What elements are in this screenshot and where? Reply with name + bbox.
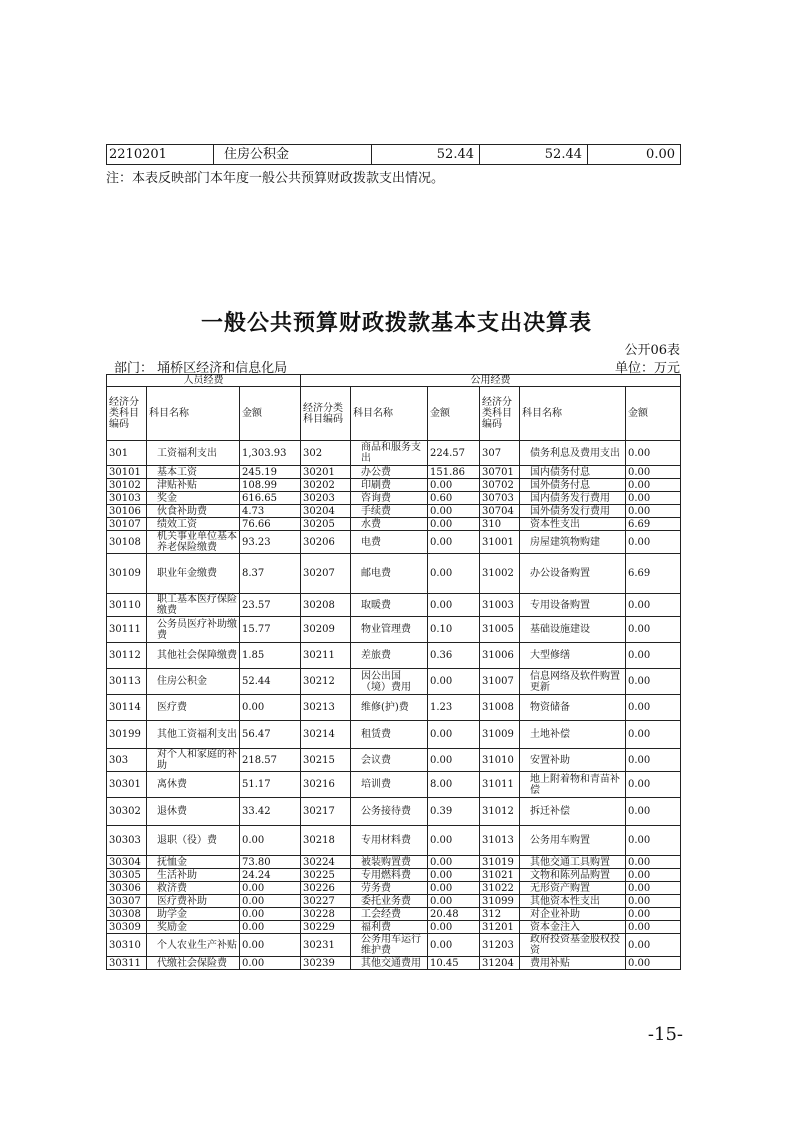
header-name: 科目名称 — [147, 387, 240, 441]
header-amount: 金额 — [626, 387, 681, 441]
cell-amount: 218.57 — [240, 749, 301, 772]
cell-amount: 0.00 — [626, 826, 681, 856]
cell-name: 工会经费 — [351, 908, 428, 921]
cell-code: 30208 — [301, 594, 351, 617]
cell-name: 住房公积金 — [147, 669, 240, 695]
cell-code: 30212 — [301, 669, 351, 695]
cell-amount: 0.00 — [626, 798, 681, 826]
cell-amount: 0.00 — [428, 895, 480, 908]
cell-amount: 0.00 — [626, 466, 681, 479]
cell-amount: 0.00 — [428, 869, 480, 882]
table-row — [107, 895, 681, 908]
cell-amount: 0.00 — [626, 869, 681, 882]
cell-name: 奖励金 — [147, 921, 240, 934]
cell-name: 伙食补助费 — [147, 505, 240, 518]
table-row — [107, 466, 681, 479]
cell-amount: 0.39 — [428, 798, 480, 826]
cell-amount: 0.00 — [626, 492, 681, 505]
cell-name: 个人农业生产补贴 — [147, 934, 240, 957]
cell-name: 债务利息及费用支出 — [520, 441, 626, 466]
cell-amount: 0.00 — [240, 908, 301, 921]
cell-amount: 0.00 — [626, 772, 681, 798]
cell-name: 委托业务费 — [351, 895, 428, 908]
cell-code: 30301 — [107, 772, 147, 798]
table-row — [107, 505, 681, 518]
cell-name: 国外债务发行费用 — [520, 505, 626, 518]
table-row — [107, 908, 681, 921]
cell-code: 30239 — [301, 957, 351, 970]
cell-name: 物业管理费 — [351, 617, 428, 643]
cell-amount: 0.00 — [428, 882, 480, 895]
cell-name: 信息网络及软件购置更新 — [520, 669, 626, 695]
cell-code: 31011 — [480, 772, 520, 798]
cell-amount: 0.00 — [240, 957, 301, 970]
cell-code: 30111 — [107, 617, 147, 643]
table-row — [107, 772, 681, 798]
cell-name: 救济费 — [147, 882, 240, 895]
cell-name: 拆迁补偿 — [520, 798, 626, 826]
cell-name: 专用材料费 — [351, 826, 428, 856]
header-code: 经济分类科目编码 — [301, 387, 351, 441]
top-table — [106, 144, 681, 165]
table-row — [107, 856, 681, 869]
cell-name: 商品和服务支出 — [351, 441, 428, 466]
cell-name: 安置补助 — [520, 749, 626, 772]
cell-code: 30213 — [301, 695, 351, 721]
table-row — [107, 643, 681, 669]
cell-code: 31009 — [480, 721, 520, 749]
cell-name: 医疗费补助 — [147, 895, 240, 908]
cell-code: 30311 — [107, 957, 147, 970]
table-row — [107, 594, 681, 617]
cell-code: 31019 — [480, 856, 520, 869]
cell-amount: 0.00 — [626, 531, 681, 554]
cell-amount: 0.00 — [428, 934, 480, 957]
cell-code: 31203 — [480, 934, 520, 957]
cell-amount: 0.00 — [428, 594, 480, 617]
cell-name: 培训费 — [351, 772, 428, 798]
cell-amount: 4.73 — [240, 505, 301, 518]
header-amount: 金额 — [428, 387, 480, 441]
cell-amount: 10.45 — [428, 957, 480, 970]
cell-amount: 0.00 — [240, 695, 301, 721]
cell-code: 30113 — [107, 669, 147, 695]
cell-code: 31022 — [480, 882, 520, 895]
cell-code: 31204 — [480, 957, 520, 970]
cell-name: 基础设施建设 — [520, 617, 626, 643]
cell-amount: 0.00 — [626, 749, 681, 772]
cell-name: 抚恤金 — [147, 856, 240, 869]
cell-name: 无形资产购置 — [520, 882, 626, 895]
table-row — [107, 669, 681, 695]
cell-code: 30112 — [107, 643, 147, 669]
table-id: 公开06表 — [624, 343, 680, 358]
cell-value: 0.00 — [588, 145, 681, 165]
table-row — [107, 492, 681, 505]
table-row — [107, 934, 681, 957]
table-row — [107, 617, 681, 643]
cell-code: 30205 — [301, 518, 351, 531]
cell-code: 30103 — [107, 492, 147, 505]
header-code: 经济分类科目编码 — [107, 387, 147, 441]
cell-code: 31007 — [480, 669, 520, 695]
cell-amount: 24.24 — [240, 869, 301, 882]
cell-amount: 0.00 — [240, 921, 301, 934]
cell-amount: 0.00 — [428, 669, 480, 695]
cell-name: 租赁费 — [351, 721, 428, 749]
cell-amount: 1.23 — [428, 695, 480, 721]
cell-amount: 0.00 — [626, 921, 681, 934]
cell-code: 30304 — [107, 856, 147, 869]
cell-code: 312 — [480, 908, 520, 921]
cell-amount: 0.00 — [428, 479, 480, 492]
cell-code: 30202 — [301, 479, 351, 492]
cell-code: 2210201 — [107, 145, 214, 165]
cell-name: 专用设备购置 — [520, 594, 626, 617]
cell-amount: 0.00 — [626, 695, 681, 721]
cell-name: 咨询费 — [351, 492, 428, 505]
header-code: 经济分类科目编码 — [480, 387, 520, 441]
cell-code: 30308 — [107, 908, 147, 921]
cell-name: 办公费 — [351, 466, 428, 479]
cell-code: 301 — [107, 441, 147, 466]
group-personnel: 人员经费 — [107, 375, 301, 387]
cell-code: 307 — [480, 441, 520, 466]
cell-name: 职业年金缴费 — [147, 554, 240, 594]
cell-code: 30114 — [107, 695, 147, 721]
cell-name: 手续费 — [351, 505, 428, 518]
cell-amount: 20.48 — [428, 908, 480, 921]
cell-name: 大型修缮 — [520, 643, 626, 669]
cell-amount: 8.00 — [428, 772, 480, 798]
table-row — [107, 957, 681, 970]
cell-name: 费用补贴 — [520, 957, 626, 970]
table-row — [107, 921, 681, 934]
cell-code: 30228 — [301, 908, 351, 921]
cell-name: 助学金 — [147, 908, 240, 921]
cell-name: 公务用车购置 — [520, 826, 626, 856]
table-row — [107, 479, 681, 492]
cell-code: 30701 — [480, 466, 520, 479]
cell-name: 其他工资福利支出 — [147, 721, 240, 749]
cell-code: 30227 — [301, 895, 351, 908]
cell-amount: 0.10 — [428, 617, 480, 643]
cell-code: 30207 — [301, 554, 351, 594]
cell-name: 差旅费 — [351, 643, 428, 669]
cell-code: 30110 — [107, 594, 147, 617]
cell-code: 30215 — [301, 749, 351, 772]
table-row — [107, 882, 681, 895]
cell-amount: 0.00 — [626, 479, 681, 492]
cell-code: 31201 — [480, 921, 520, 934]
cell-name: 国内债务发行费用 — [520, 492, 626, 505]
cell-name: 代缴社会保险费 — [147, 957, 240, 970]
cell-amount: 0.00 — [428, 721, 480, 749]
cell-amount: 151.86 — [428, 466, 480, 479]
cell-name: 其他交通费用 — [351, 957, 428, 970]
cell-code: 31002 — [480, 554, 520, 594]
cell-name: 医疗费 — [147, 695, 240, 721]
header-amount: 金额 — [240, 387, 301, 441]
table-row — [107, 798, 681, 826]
table-row — [107, 531, 681, 554]
cell-amount: 0.00 — [626, 594, 681, 617]
cell-name: 资本金注入 — [520, 921, 626, 934]
cell-code: 30102 — [107, 479, 147, 492]
cell-code: 31005 — [480, 617, 520, 643]
cell-amount: 108.99 — [240, 479, 301, 492]
cell-amount: 0.00 — [626, 957, 681, 970]
cell-code: 30107 — [107, 518, 147, 531]
cell-amount: 0.00 — [428, 826, 480, 856]
cell-code: 30203 — [301, 492, 351, 505]
cell-amount: 15.77 — [240, 617, 301, 643]
page-number: -15- — [647, 1024, 683, 1045]
cell-code: 30211 — [301, 643, 351, 669]
cell-name: 办公设备购置 — [520, 554, 626, 594]
cell-amount: 0.00 — [428, 749, 480, 772]
cell-name: 住房公积金 — [214, 145, 372, 165]
cell-code: 30225 — [301, 869, 351, 882]
cell-name: 国内债务付息 — [520, 466, 626, 479]
cell-amount: 0.60 — [428, 492, 480, 505]
cell-amount: 0.36 — [428, 643, 480, 669]
cell-amount: 0.00 — [626, 934, 681, 957]
cell-code: 30101 — [107, 466, 147, 479]
cell-name: 被装购置费 — [351, 856, 428, 869]
expenditure-table — [106, 374, 681, 970]
cell-code: 30109 — [107, 554, 147, 594]
cell-code: 30305 — [107, 869, 147, 882]
cell-code: 30206 — [301, 531, 351, 554]
cell-amount: 0.00 — [626, 617, 681, 643]
table-row — [107, 721, 681, 749]
cell-name: 专用燃料费 — [351, 869, 428, 882]
cell-amount: 0.00 — [240, 882, 301, 895]
table-note: 注：本表反映部门本年度一般公共预算财政拨款支出情况。 — [106, 171, 445, 186]
cell-code: 30703 — [480, 492, 520, 505]
cell-amount: 0.00 — [428, 531, 480, 554]
cell-name: 工资福利支出 — [147, 441, 240, 466]
cell-name: 会议费 — [351, 749, 428, 772]
cell-code: 30306 — [107, 882, 147, 895]
cell-code: 30218 — [301, 826, 351, 856]
cell-code: 31013 — [480, 826, 520, 856]
cell-amount: 245.19 — [240, 466, 301, 479]
cell-amount: 0.00 — [240, 826, 301, 856]
cell-code: 30231 — [301, 934, 351, 957]
cell-amount: 73.80 — [240, 856, 301, 869]
cell-amount: 52.44 — [240, 669, 301, 695]
cell-name: 土地补偿 — [520, 721, 626, 749]
cell-amount: 0.00 — [626, 882, 681, 895]
cell-code: 30226 — [301, 882, 351, 895]
cell-amount: 23.57 — [240, 594, 301, 617]
cell-name: 其他社会保障缴费 — [147, 643, 240, 669]
cell-code: 31021 — [480, 869, 520, 882]
cell-code: 30199 — [107, 721, 147, 749]
cell-code: 30229 — [301, 921, 351, 934]
cell-code: 30704 — [480, 505, 520, 518]
department: 部门： 埇桥区经济和信息化局 — [114, 361, 288, 376]
cell-code: 30108 — [107, 531, 147, 554]
cell-name: 房屋建筑物购建 — [520, 531, 626, 554]
cell-amount: 56.47 — [240, 721, 301, 749]
cell-code: 30309 — [107, 921, 147, 934]
cell-code: 30201 — [301, 466, 351, 479]
cell-amount: 0.00 — [428, 554, 480, 594]
cell-name: 生活补助 — [147, 869, 240, 882]
cell-code: 30209 — [301, 617, 351, 643]
table-row — [107, 826, 681, 856]
cell-name: 绩效工资 — [147, 518, 240, 531]
cell-amount: 0.00 — [626, 505, 681, 518]
cell-name: 对企业补助 — [520, 908, 626, 921]
cell-name: 国外债务付息 — [520, 479, 626, 492]
cell-amount: 93.23 — [240, 531, 301, 554]
cell-amount: 1.85 — [240, 643, 301, 669]
cell-name: 职工基本医疗保险缴费 — [147, 594, 240, 617]
cell-name: 维修(护)费 — [351, 695, 428, 721]
table-row — [107, 518, 681, 531]
group-public: 公用经费 — [301, 375, 681, 387]
cell-code: 31012 — [480, 798, 520, 826]
cell-name: 津贴补贴 — [147, 479, 240, 492]
cell-code: 30217 — [301, 798, 351, 826]
cell-name: 其他资本性支出 — [520, 895, 626, 908]
cell-name: 退休费 — [147, 798, 240, 826]
cell-amount: 33.42 — [240, 798, 301, 826]
cell-code: 30702 — [480, 479, 520, 492]
table-row — [107, 554, 681, 594]
cell-amount: 0.00 — [626, 669, 681, 695]
cell-code: 30302 — [107, 798, 147, 826]
cell-value: 52.44 — [372, 145, 480, 165]
cell-name: 电费 — [351, 531, 428, 554]
column-header-row — [107, 387, 681, 441]
cell-name: 资本性支出 — [520, 518, 626, 531]
cell-name: 物资储备 — [520, 695, 626, 721]
cell-amount: 616.65 — [240, 492, 301, 505]
cell-amount: 1,303.93 — [240, 441, 301, 466]
cell-name: 机关事业单位基本养老保险缴费 — [147, 531, 240, 554]
cell-amount: 0.00 — [240, 934, 301, 957]
cell-name: 劳务费 — [351, 882, 428, 895]
cell-name: 其他交通工具购置 — [520, 856, 626, 869]
cell-name: 邮电费 — [351, 554, 428, 594]
cell-name: 福利费 — [351, 921, 428, 934]
cell-amount: 0.00 — [626, 721, 681, 749]
page-title: 一般公共预算财政拨款基本支出决算表 — [200, 310, 592, 336]
cell-name: 离休费 — [147, 772, 240, 798]
cell-name: 因公出国（境）费用 — [351, 669, 428, 695]
cell-amount: 0.00 — [626, 441, 681, 466]
cell-name: 政府投资基金股权投资 — [520, 934, 626, 957]
cell-code: 302 — [301, 441, 351, 466]
cell-amount: 0.00 — [428, 921, 480, 934]
cell-amount: 0.00 — [626, 908, 681, 921]
cell-value: 52.44 — [480, 145, 588, 165]
header-name: 科目名称 — [351, 387, 428, 441]
cell-name: 公务接待费 — [351, 798, 428, 826]
cell-code: 31008 — [480, 695, 520, 721]
cell-name: 公务员医疗补助缴费 — [147, 617, 240, 643]
cell-name: 奖金 — [147, 492, 240, 505]
table-row — [107, 869, 681, 882]
cell-code: 30303 — [107, 826, 147, 856]
cell-amount: 0.00 — [626, 895, 681, 908]
cell-name: 取暖费 — [351, 594, 428, 617]
cell-amount: 0.00 — [428, 856, 480, 869]
cell-name: 对个人和家庭的补助 — [147, 749, 240, 772]
cell-code: 30310 — [107, 934, 147, 957]
cell-code: 30204 — [301, 505, 351, 518]
cell-amount: 76.66 — [240, 518, 301, 531]
cell-amount: 0.00 — [428, 518, 480, 531]
cell-code: 30224 — [301, 856, 351, 869]
cell-code: 30307 — [107, 895, 147, 908]
cell-name: 地上附着物和青苗补偿 — [520, 772, 626, 798]
cell-amount: 6.69 — [626, 518, 681, 531]
cell-name: 印刷费 — [351, 479, 428, 492]
cell-amount: 0.00 — [428, 505, 480, 518]
cell-code: 30106 — [107, 505, 147, 518]
cell-code: 30216 — [301, 772, 351, 798]
cell-name: 文物和陈列品购置 — [520, 869, 626, 882]
table-row — [107, 441, 681, 466]
cell-name: 公务用车运行维护费 — [351, 934, 428, 957]
cell-name: 基本工资 — [147, 466, 240, 479]
cell-code: 31003 — [480, 594, 520, 617]
table-row — [107, 749, 681, 772]
table-row — [107, 695, 681, 721]
header-name: 科目名称 — [520, 387, 626, 441]
cell-code: 31010 — [480, 749, 520, 772]
cell-amount: 51.17 — [240, 772, 301, 798]
cell-code: 310 — [480, 518, 520, 531]
table-row — [107, 145, 681, 165]
cell-amount: 8.37 — [240, 554, 301, 594]
cell-amount: 224.57 — [428, 441, 480, 466]
cell-amount: 0.00 — [626, 856, 681, 869]
cell-amount: 6.69 — [626, 554, 681, 594]
cell-name: 退职（役）费 — [147, 826, 240, 856]
cell-code: 303 — [107, 749, 147, 772]
cell-code: 31099 — [480, 895, 520, 908]
cell-code: 30214 — [301, 721, 351, 749]
cell-amount: 0.00 — [626, 643, 681, 669]
group-header-row — [107, 375, 681, 387]
cell-code: 31006 — [480, 643, 520, 669]
cell-name: 水费 — [351, 518, 428, 531]
cell-code: 31001 — [480, 531, 520, 554]
cell-amount: 0.00 — [240, 895, 301, 908]
unit: 单位：万元 — [614, 361, 680, 376]
